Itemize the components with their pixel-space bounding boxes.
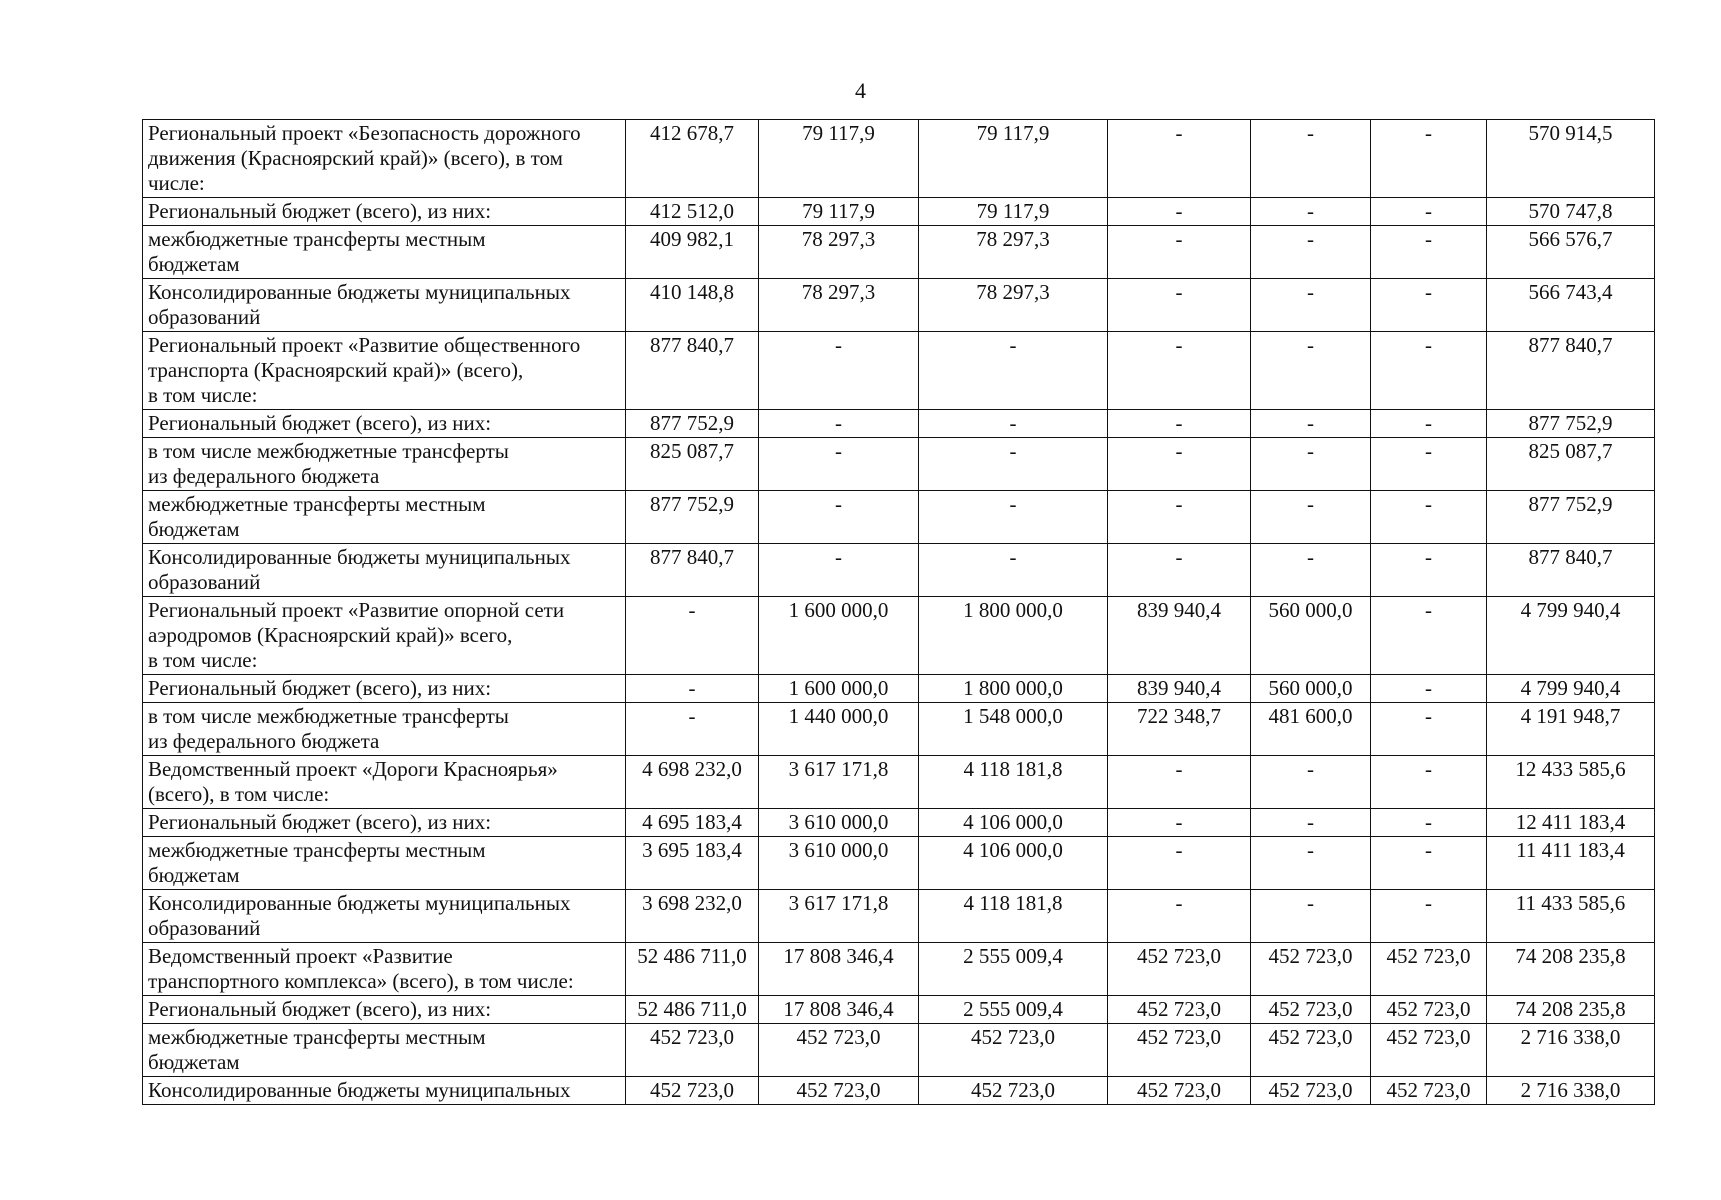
cell-value: 3 617 171,8 (759, 756, 919, 809)
cell-value: 52 486 711,0 (626, 943, 759, 996)
row-label: Консолидированные бюджеты муниципальных образований (143, 279, 626, 332)
table-row (143, 837, 1655, 890)
cell-value: 452 723,0 (759, 1024, 919, 1077)
cell-value: 4 118 181,8 (919, 756, 1108, 809)
cell-value: 825 087,7 (626, 438, 759, 491)
cell-value: 877 752,9 (626, 491, 759, 544)
cell-value: - (1251, 226, 1371, 279)
row-label: в том числе межбюджетные трансферты из федерального бюджета (143, 438, 626, 491)
cell-total: 74 208 235,8 (1487, 943, 1655, 996)
cell-value: 839 940,4 (1108, 675, 1251, 703)
cell-value: - (919, 438, 1108, 491)
cell-value: - (1251, 809, 1371, 837)
cell-value: - (919, 332, 1108, 410)
cell-value: - (1251, 120, 1371, 198)
table-row (143, 410, 1655, 438)
cell-total: 4 191 948,7 (1487, 703, 1655, 756)
row-label: Региональный бюджет (всего), из них: (143, 809, 626, 837)
row-label: Региональный бюджет (всего), из них: (143, 675, 626, 703)
cell-value: - (759, 438, 919, 491)
table-row (143, 756, 1655, 809)
cell-value: 452 723,0 (626, 1024, 759, 1077)
cell-value: 3 617 171,8 (759, 890, 919, 943)
cell-value: 78 297,3 (919, 279, 1108, 332)
cell-value: 452 723,0 (1251, 943, 1371, 996)
cell-value: 1 600 000,0 (759, 597, 919, 675)
cell-value: - (1371, 809, 1487, 837)
cell-value: 3 695 183,4 (626, 837, 759, 890)
cell-value: 79 117,9 (759, 120, 919, 198)
cell-total: 825 087,7 (1487, 438, 1655, 491)
cell-value: - (1371, 675, 1487, 703)
cell-value: 452 723,0 (1371, 943, 1487, 996)
table-row (143, 703, 1655, 756)
table-row (143, 996, 1655, 1024)
cell-value: 452 723,0 (1251, 1024, 1371, 1077)
cell-value: 452 723,0 (1108, 996, 1251, 1024)
cell-value: - (1108, 544, 1251, 597)
cell-total: 2 716 338,0 (1487, 1077, 1655, 1105)
row-label: Консолидированные бюджеты муниципальных образований (143, 890, 626, 943)
cell-value: - (759, 544, 919, 597)
cell-value: 452 723,0 (1371, 996, 1487, 1024)
row-label: Региональный проект «Развитие опорной сети аэродромов (Красноярский край)» всего, в том числе: (143, 597, 626, 675)
row-label: межбюджетные трансферты местным бюджетам (143, 1024, 626, 1077)
cell-value: - (1251, 332, 1371, 410)
row-label: межбюджетные трансферты местным бюджетам (143, 837, 626, 890)
row-label: Ведомственный проект «Развитие транспортного комплекса» (всего), в том числе: (143, 943, 626, 996)
cell-value: - (1371, 410, 1487, 438)
cell-value: - (1108, 410, 1251, 438)
cell-value: - (1108, 756, 1251, 809)
cell-value: 4 106 000,0 (919, 809, 1108, 837)
cell-value: 1 548 000,0 (919, 703, 1108, 756)
cell-value: - (1108, 438, 1251, 491)
cell-value: 877 840,7 (626, 544, 759, 597)
cell-value: 560 000,0 (1251, 675, 1371, 703)
row-label: Региональный бюджет (всего), из них: (143, 996, 626, 1024)
cell-value: - (1251, 410, 1371, 438)
cell-value: 452 723,0 (1371, 1077, 1487, 1105)
cell-value: 452 723,0 (919, 1077, 1108, 1105)
cell-value: 481 600,0 (1251, 703, 1371, 756)
cell-value: 2 555 009,4 (919, 943, 1108, 996)
cell-value: - (1371, 837, 1487, 890)
cell-value: 1 600 000,0 (759, 675, 919, 703)
cell-value: 452 723,0 (1251, 996, 1371, 1024)
cell-value: 78 297,3 (759, 279, 919, 332)
table-row (143, 544, 1655, 597)
table-row (143, 279, 1655, 332)
row-label: Ведомственный проект «Дороги Красноярья» (всего), в том числе: (143, 756, 626, 809)
cell-total: 4 799 940,4 (1487, 597, 1655, 675)
cell-value: 3 610 000,0 (759, 809, 919, 837)
cell-value: - (1371, 198, 1487, 226)
cell-total: 4 799 940,4 (1487, 675, 1655, 703)
cell-value: 452 723,0 (1108, 1024, 1251, 1077)
cell-value: - (1108, 837, 1251, 890)
row-label: Консолидированные бюджеты муниципальных (143, 1077, 626, 1105)
cell-value: - (1251, 491, 1371, 544)
cell-total: 11 433 585,6 (1487, 890, 1655, 943)
cell-total: 877 752,9 (1487, 410, 1655, 438)
cell-value: 410 148,8 (626, 279, 759, 332)
table-row (143, 675, 1655, 703)
cell-total: 877 840,7 (1487, 332, 1655, 410)
cell-total: 877 752,9 (1487, 491, 1655, 544)
row-label: межбюджетные трансферты местным бюджетам (143, 226, 626, 279)
cell-value: 4 698 232,0 (626, 756, 759, 809)
cell-value: - (1251, 544, 1371, 597)
row-label: Региональный бюджет (всего), из них: (143, 410, 626, 438)
cell-value: - (626, 703, 759, 756)
cell-value: - (1251, 198, 1371, 226)
cell-value: - (1251, 279, 1371, 332)
table-row (143, 120, 1655, 198)
cell-value: - (626, 597, 759, 675)
cell-value: - (759, 410, 919, 438)
cell-value: - (1108, 890, 1251, 943)
cell-value: 3 610 000,0 (759, 837, 919, 890)
cell-value: 560 000,0 (1251, 597, 1371, 675)
cell-value: - (626, 675, 759, 703)
cell-value: 722 348,7 (1108, 703, 1251, 756)
table-row (143, 491, 1655, 544)
table-row (143, 438, 1655, 491)
cell-value: - (1371, 332, 1487, 410)
cell-value: - (759, 332, 919, 410)
cell-total: 877 840,7 (1487, 544, 1655, 597)
table-row (143, 198, 1655, 226)
table-row (143, 809, 1655, 837)
cell-value: 1 800 000,0 (919, 675, 1108, 703)
cell-value: 78 297,3 (919, 226, 1108, 279)
cell-value: - (1371, 491, 1487, 544)
cell-total: 2 716 338,0 (1487, 1024, 1655, 1077)
table-row (143, 226, 1655, 279)
cell-value: - (1108, 198, 1251, 226)
cell-value: - (1108, 332, 1251, 410)
cell-value: 452 723,0 (1251, 1077, 1371, 1105)
table-row (143, 332, 1655, 410)
cell-value: 452 723,0 (626, 1077, 759, 1105)
row-label: в том числе межбюджетные трансферты из федерального бюджета (143, 703, 626, 756)
cell-value: - (1371, 703, 1487, 756)
cell-value: 4 106 000,0 (919, 837, 1108, 890)
cell-value: 452 723,0 (919, 1024, 1108, 1077)
cell-value: - (1371, 544, 1487, 597)
table-body (143, 120, 1655, 1105)
cell-value: - (1371, 120, 1487, 198)
cell-total: 566 743,4 (1487, 279, 1655, 332)
cell-value: 1 440 000,0 (759, 703, 919, 756)
cell-total: 12 411 183,4 (1487, 809, 1655, 837)
cell-value: 412 512,0 (626, 198, 759, 226)
cell-total: 570 747,8 (1487, 198, 1655, 226)
cell-value: - (1371, 890, 1487, 943)
table-row (143, 890, 1655, 943)
row-label: Региональный проект «Безопасность дорожного движения (Красноярский край)» (всего), в том числе: (143, 120, 626, 198)
cell-value: - (1251, 438, 1371, 491)
cell-value: - (1371, 279, 1487, 332)
cell-total: 11 411 183,4 (1487, 837, 1655, 890)
cell-total: 74 208 235,8 (1487, 996, 1655, 1024)
cell-value: 79 117,9 (919, 198, 1108, 226)
cell-value: 17 808 346,4 (759, 943, 919, 996)
cell-value: 877 752,9 (626, 410, 759, 438)
cell-value: 452 723,0 (1108, 1077, 1251, 1105)
cell-value: - (1371, 597, 1487, 675)
row-label: Консолидированные бюджеты муниципальных образований (143, 544, 626, 597)
cell-value: - (1108, 809, 1251, 837)
cell-value: - (919, 544, 1108, 597)
cell-value: 877 840,7 (626, 332, 759, 410)
cell-value: - (1251, 837, 1371, 890)
cell-value: 4 695 183,4 (626, 809, 759, 837)
cell-value: - (919, 410, 1108, 438)
table-row (143, 1077, 1655, 1105)
cell-value: 452 723,0 (759, 1077, 919, 1105)
cell-value: 17 808 346,4 (759, 996, 919, 1024)
table-row (143, 943, 1655, 996)
cell-value: 452 723,0 (1108, 943, 1251, 996)
cell-value: 839 940,4 (1108, 597, 1251, 675)
cell-value: 1 800 000,0 (919, 597, 1108, 675)
cell-value: - (759, 491, 919, 544)
cell-value: 79 117,9 (759, 198, 919, 226)
row-label: Региональный бюджет (всего), из них: (143, 198, 626, 226)
cell-value: - (919, 491, 1108, 544)
cell-value: - (1108, 226, 1251, 279)
table-row (143, 597, 1655, 675)
cell-value: - (1371, 756, 1487, 809)
cell-value: - (1251, 890, 1371, 943)
cell-value: 412 678,7 (626, 120, 759, 198)
cell-value: - (1371, 226, 1487, 279)
cell-total: 12 433 585,6 (1487, 756, 1655, 809)
page-number: 4 (855, 78, 866, 103)
cell-value: - (1251, 756, 1371, 809)
cell-value: 78 297,3 (759, 226, 919, 279)
row-label: Региональный проект «Развитие общественного транспорта (Красноярский край)» (всего), в том числе: (143, 332, 626, 410)
cell-value: - (1108, 279, 1251, 332)
cell-value: 3 698 232,0 (626, 890, 759, 943)
table-row (143, 1024, 1655, 1077)
cell-value: 4 118 181,8 (919, 890, 1108, 943)
cell-value: 452 723,0 (1371, 1024, 1487, 1077)
row-label: межбюджетные трансферты местным бюджетам (143, 491, 626, 544)
cell-total: 570 914,5 (1487, 120, 1655, 198)
cell-value: 79 117,9 (919, 120, 1108, 198)
cell-value: 409 982,1 (626, 226, 759, 279)
cell-value: 2 555 009,4 (919, 996, 1108, 1024)
cell-value: - (1371, 438, 1487, 491)
budget-table (142, 119, 1655, 1105)
cell-value: - (1108, 120, 1251, 198)
cell-value: 52 486 711,0 (626, 996, 759, 1024)
cell-value: - (1108, 491, 1251, 544)
cell-total: 566 576,7 (1487, 226, 1655, 279)
